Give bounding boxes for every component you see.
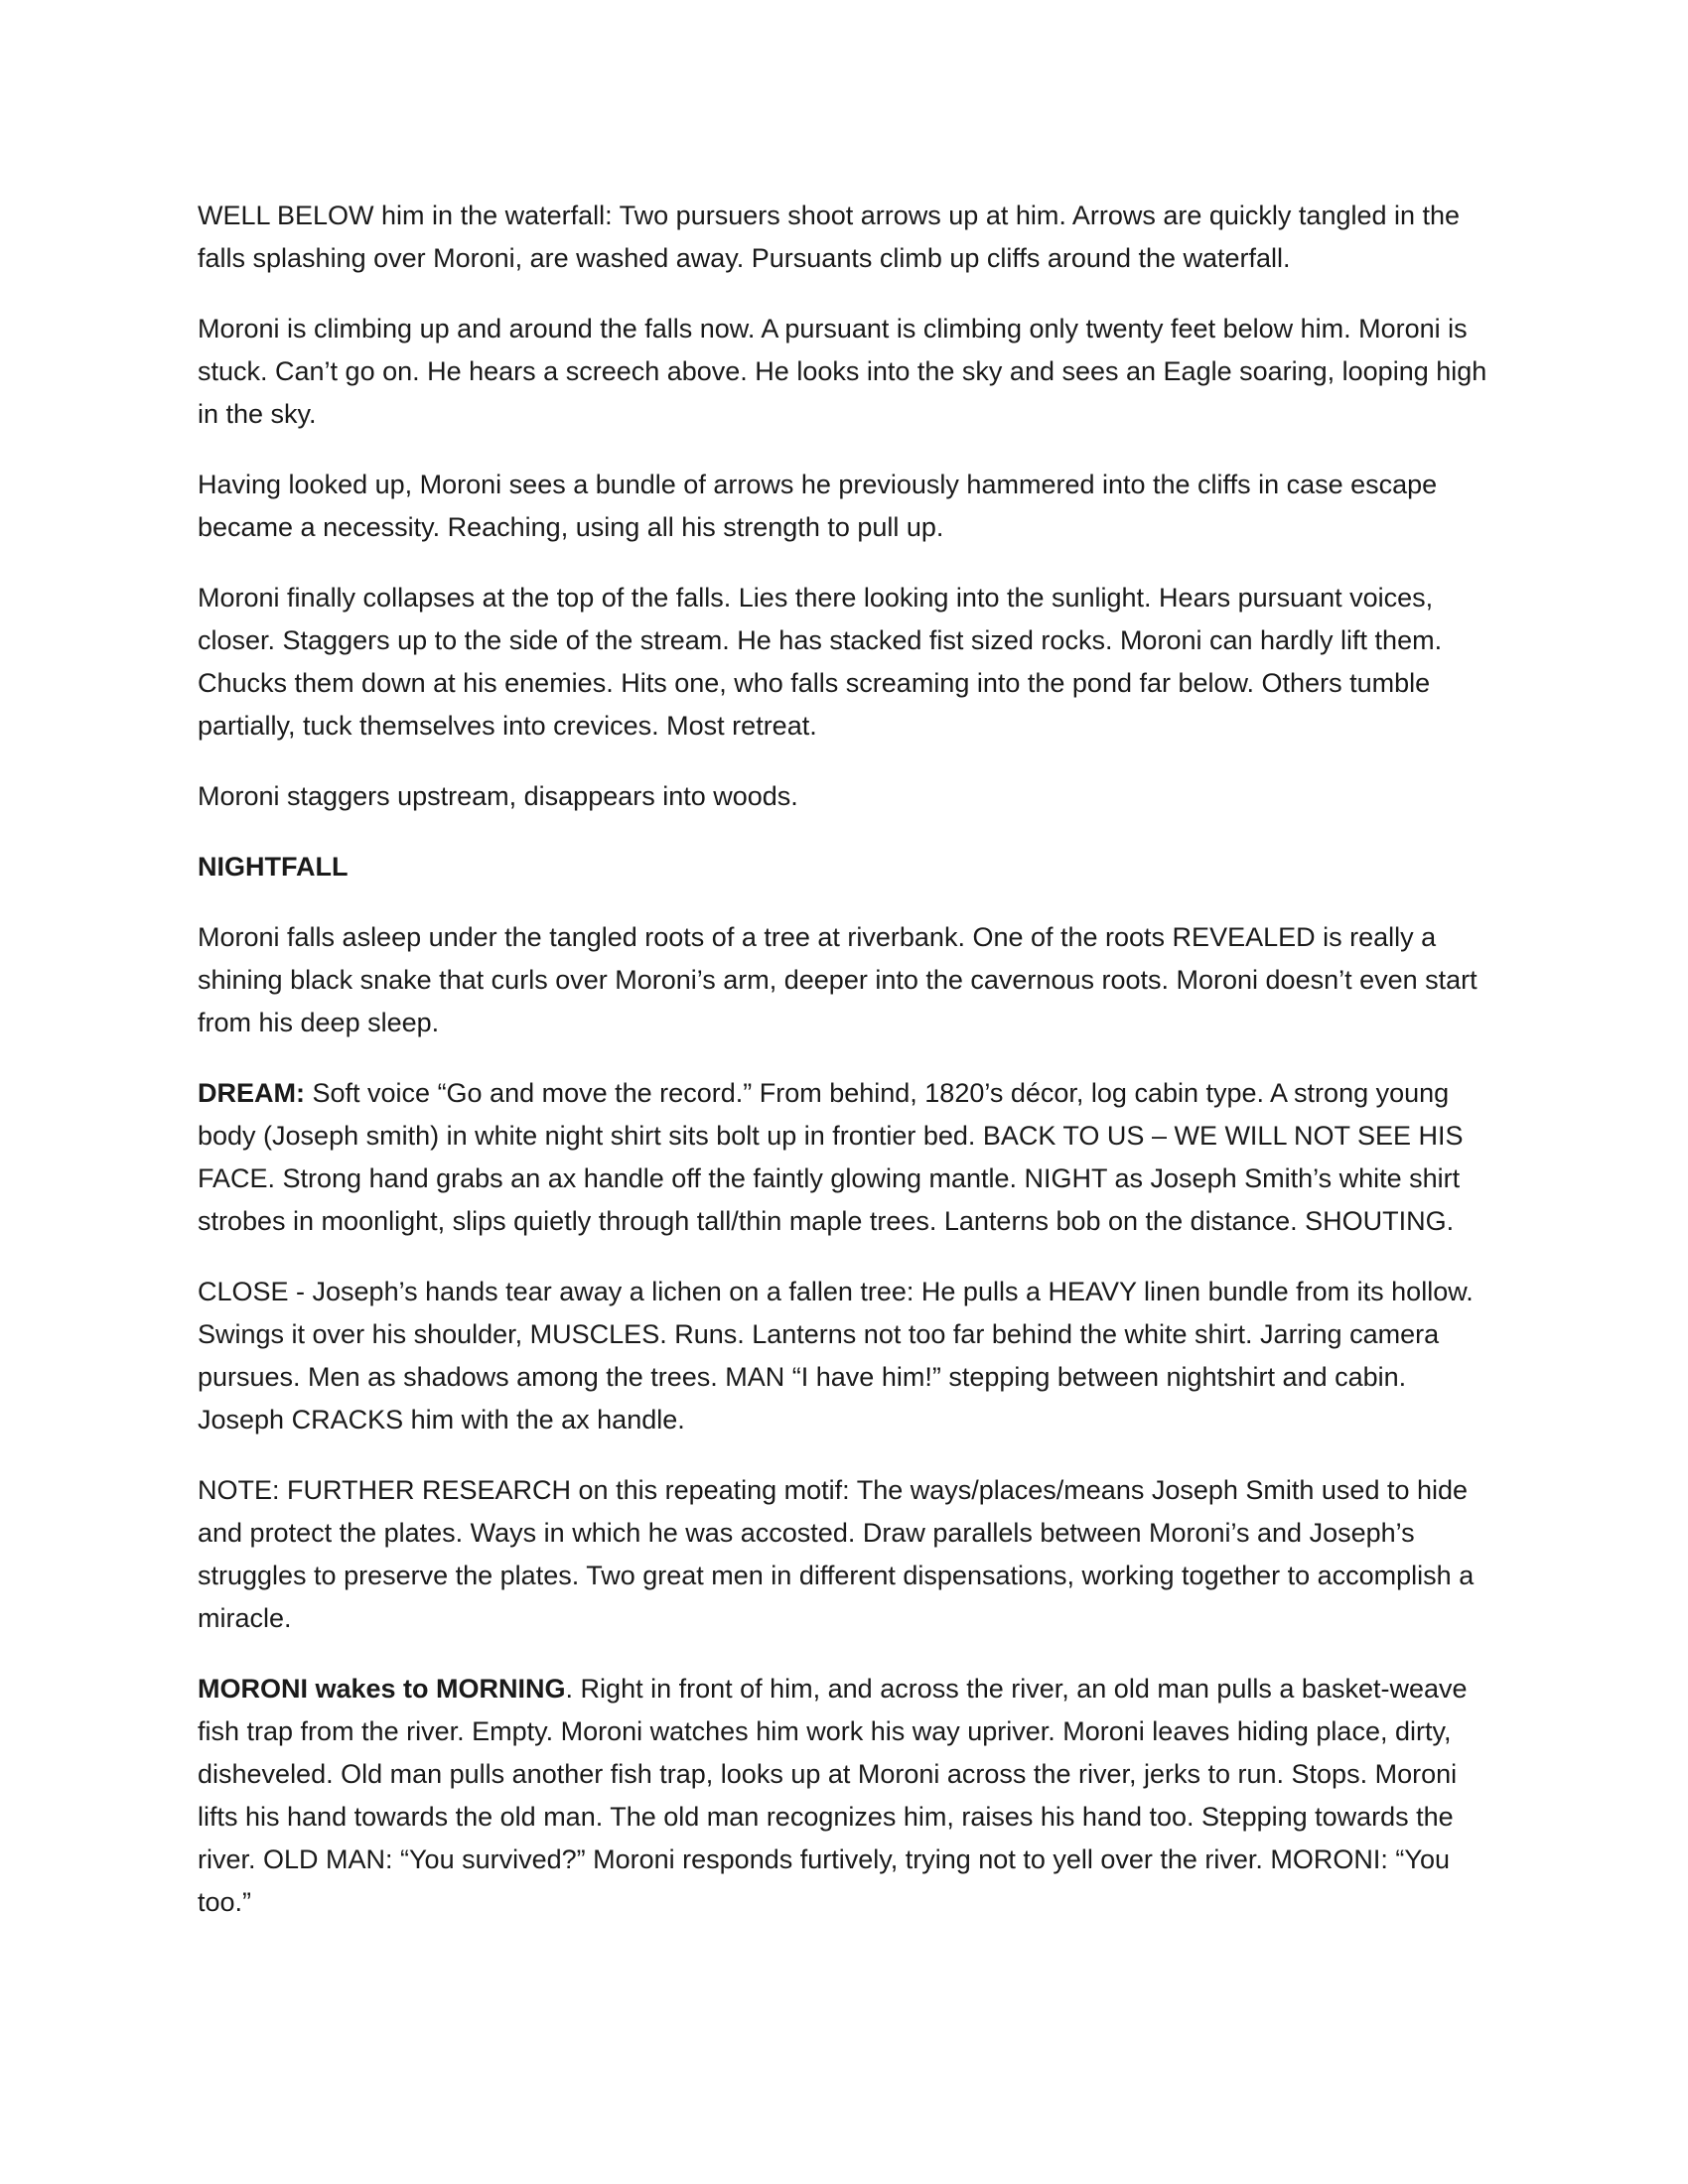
paragraph-text: Moroni is climbing up and around the falls now. A pursuant is climbing only twenty feet below him. Moroni is stuck. Can’t go on. He hears a screech above. He looks into the sky and sees an Eagle soaring, looping high in the sky. <box>198 314 1487 429</box>
paragraph-text: Moroni finally collapses at the top of the falls. Lies there looking into the sunlight. Hears pursuant voices, closer. Staggers up to the side of the stream. He has stacked fist sized rocks. Moroni can hardly lift them. Chucks them down at his enemies. Hits one, who falls screaming into the pond far below. Others tumble partially, tuck themselves into crevices. Most retreat. <box>198 583 1443 741</box>
paragraph-text: Soft voice “Go and move the record.” From behind, 1820’s décor, log cabin type. A strong young body (Joseph smith) in white night shirt sits bolt up in frontier bed. BACK TO US – WE WILL NOT SEE HIS FACE. Strong hand grabs an ax handle off the faintly glowing mantle. NIGHT as Joseph Smith’s white shirt strobes in moonlight, slips quietly through tall/thin maple trees. Lanterns bob on the distance. SHOUTING. <box>198 1078 1464 1236</box>
paragraph-text: NOTE: FURTHER RESEARCH on this repeating motif: The ways/places/means Joseph Smith used to hide and protect the plates. Ways in which he was accosted. Draw parallels between Moroni’s and Joseph’s struggles to preserve the plates. Two great men in different dispensations, working together to accomplish a miracle. <box>198 1475 1475 1633</box>
paragraph-text: WELL BELOW him in the waterfall: Two pursuers shoot arrows up at him. Arrows are quickly tangled in the falls splashing over Moroni, are washed away. Pursuants climb up cliffs around the waterfall. <box>198 201 1461 273</box>
paragraph-asleep-under-roots <box>198 916 1498 1044</box>
paragraph-text: . Right in front of him, and across the river, an old man pulls a basket-weave fish trap from the river. Empty. Moroni watches him work his way upriver. Moroni leaves hiding place, dirty, disheveled. Old man pulls another fish trap, looks up at Moroni across the river, jerks to run. Stops. Moroni lifts his hand towards the old man. The old man recognizes him, raises his hand too. Stepping towards the river. OLD MAN: “You survived?” Moroni responds furtively, trying not to yell over the river. MORONI: “You too.” <box>198 1674 1468 1917</box>
paragraph-close-linen-bundle <box>198 1271 1498 1441</box>
document-body <box>198 195 1498 1952</box>
paragraph-text: CLOSE - Joseph’s hands tear away a lichen on a fallen tree: He pulls a HEAVY linen bundle from its hollow. Swings it over his shoulder, MUSCLES. Runs. Lanterns not too far behind the white shirt. Jarring camera pursues. Men as shadows among the trees. MAN “I have him!” stepping between nightshirt and cabin. Joseph CRACKS him with the ax handle. <box>198 1277 1474 1434</box>
paragraph-bundle-of-arrows <box>198 464 1498 549</box>
paragraph-text: Moroni falls asleep under the tangled roots of a tree at riverbank. One of the roots REVEALED is really a shining black snake that curls over Moroni’s arm, deeper into the cavernous roots. Moroni doesn’t even start from his deep sleep. <box>198 922 1477 1037</box>
paragraph-research-note <box>198 1469 1498 1640</box>
paragraph-waterfall-arrows <box>198 195 1498 280</box>
paragraph-climbing-falls <box>198 308 1498 436</box>
paragraph-text: Having looked up, Moroni sees a bundle of arrows he previously hammered into the cliffs in case escape became a necessity. Reaching, using all his strength to pull up. <box>198 470 1438 542</box>
paragraph-staggers-upstream <box>198 775 1498 818</box>
scene-heading-text: NIGHTFALL <box>198 852 349 882</box>
paragraph-top-of-falls <box>198 577 1498 748</box>
paragraph-moroni-wakes <box>198 1668 1498 1924</box>
paragraph-lead: MORONI wakes to MORNING <box>198 1674 566 1704</box>
scene-heading-nightfall <box>198 846 1498 888</box>
paragraph-dream <box>198 1072 1498 1243</box>
paragraph-text: Moroni staggers upstream, disappears into woods. <box>198 781 798 811</box>
paragraph-lead: DREAM: <box>198 1078 305 1108</box>
